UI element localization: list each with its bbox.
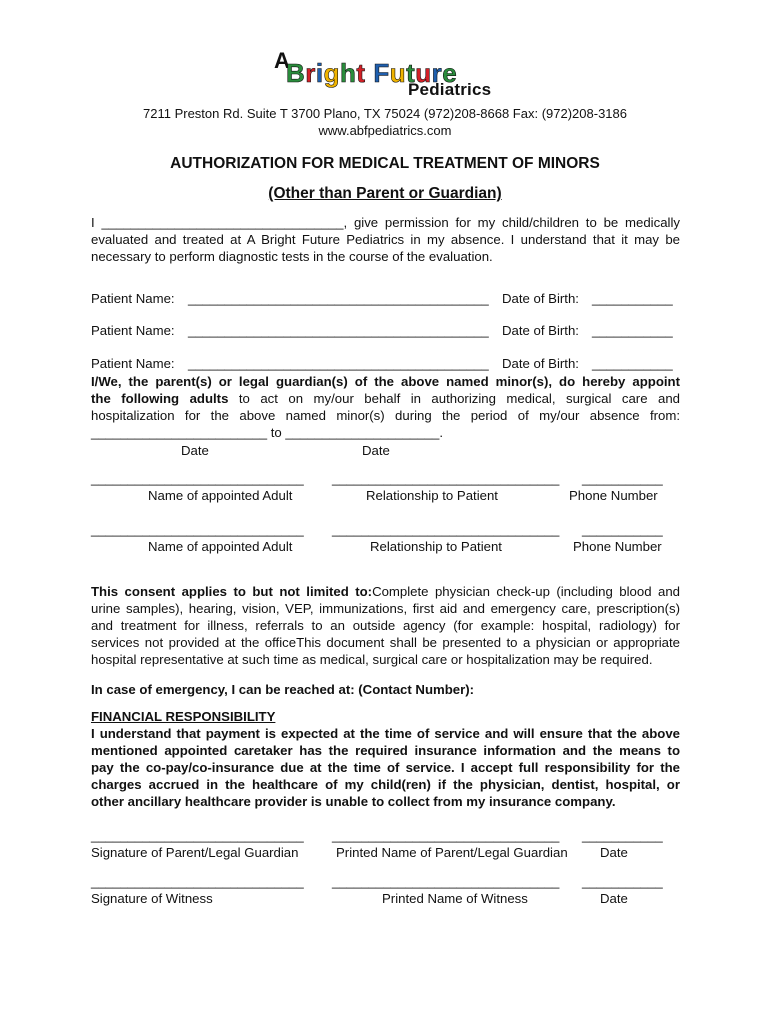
logo-letter: g bbox=[323, 58, 341, 88]
adult-phone-label: Phone Number bbox=[569, 488, 658, 503]
emergency-contact-label: In case of emergency, I can be reached at: (Contact Number): bbox=[91, 682, 475, 697]
financial-heading: FINANCIAL RESPONSIBILITY bbox=[91, 709, 276, 724]
witness-printed-name-label: Printed Name of Witness bbox=[382, 891, 528, 906]
adult-relationship-field[interactable]: _______________________________ bbox=[332, 471, 560, 486]
financial-line: pay the co-pay/co-insurance due at the time of service. I accept full responsibility for the bbox=[91, 760, 680, 775]
logo-letter: h bbox=[340, 58, 357, 88]
dob-label: Date of Birth: bbox=[502, 323, 579, 338]
parent-date-field[interactable]: ___________ bbox=[582, 828, 663, 843]
absence-end-field[interactable]: _____________________. bbox=[285, 425, 444, 440]
logo-letter: r bbox=[305, 58, 316, 88]
financial-line: I understand that payment is expected at the time of service and will ensure that the above bbox=[91, 726, 680, 741]
witness-date-label: Date bbox=[600, 891, 628, 906]
consent-line bbox=[91, 583, 680, 600]
permission-line[interactable]: I _________________________________, give permission for my child/children to be medically bbox=[91, 215, 680, 230]
logo-letter: F bbox=[373, 58, 390, 88]
absence-to-label: to bbox=[267, 425, 286, 440]
form-subtitle: (Other than Parent or Guardian) bbox=[268, 185, 502, 202]
appointment-line-rest: to act on my/our behalf in authorizing medical, surgical care and bbox=[228, 391, 681, 406]
financial-line: charges accrued in the healthcare of my child(ren) if the physician, dentist, hospital, or bbox=[91, 777, 680, 792]
appointment-line bbox=[91, 390, 680, 407]
consent-line-rest: Complete physician check-up (including blood and bbox=[372, 584, 680, 599]
adult-phone-field[interactable]: ___________ bbox=[582, 522, 663, 537]
parent-printed-name-field[interactable]: _______________________________ bbox=[332, 828, 560, 843]
parent-signature-field[interactable]: _____________________________ bbox=[91, 828, 304, 843]
dob-label: Date of Birth: bbox=[502, 356, 579, 371]
financial-paragraph bbox=[91, 725, 680, 810]
parent-date-label: Date bbox=[600, 845, 628, 860]
practice-logo bbox=[272, 50, 502, 100]
dob-label: Date of Birth: bbox=[502, 291, 579, 306]
absence-period-line bbox=[91, 424, 680, 441]
logo-letter: r bbox=[431, 58, 443, 88]
financial-line: other ancillary healthcare provider is unable to collect from my insurance company. bbox=[91, 794, 616, 809]
parent-signature-label: Signature of Parent/Legal Guardian bbox=[91, 845, 299, 860]
patient-name-label: Patient Name: bbox=[91, 291, 175, 306]
adult-name-label: Name of appointed Adult bbox=[148, 488, 293, 503]
patient-name-field[interactable]: _________________________________________ bbox=[188, 291, 489, 306]
witness-printed-name-field[interactable]: _______________________________ bbox=[332, 874, 560, 889]
logo-letter: i bbox=[315, 58, 324, 88]
logo-letter-a: A bbox=[274, 48, 290, 73]
permission-line: necessary to perform diagnostic tests in the course of the evaluation. bbox=[91, 249, 493, 264]
absence-start-field[interactable]: ________________________ bbox=[91, 425, 268, 440]
consent-line: urine samples), hearing, vision, VEP, immunizations, first aid and emergency care, prescription(s) bbox=[91, 601, 680, 616]
logo-letter: t bbox=[356, 58, 366, 88]
logo-letter: e bbox=[442, 58, 458, 88]
appointment-paragraph bbox=[91, 373, 680, 441]
logo-letter: u bbox=[389, 58, 407, 88]
practice-address: 7211 Preston Rd. Suite T 3700 Plano, TX 75024 (972)208-8668 Fax: (972)208-3186 bbox=[143, 106, 627, 121]
form-title: AUTHORIZATION FOR MEDICAL TREATMENT OF MINORS bbox=[170, 155, 600, 172]
appointment-emphasis: the following adults bbox=[91, 391, 229, 406]
patient-name-field[interactable]: _________________________________________ bbox=[188, 323, 489, 338]
dob-field[interactable]: ___________ bbox=[592, 323, 673, 338]
witness-date-field[interactable]: ___________ bbox=[582, 874, 663, 889]
adult-phone-field[interactable]: ___________ bbox=[582, 471, 663, 486]
logo-letter: t bbox=[406, 58, 416, 88]
dob-field[interactable]: ___________ bbox=[592, 291, 673, 306]
consent-line: hospital representative at such time as medical, surgical care or hospitalization may be required. bbox=[91, 652, 653, 667]
practice-website: www.abfpediatrics.com bbox=[318, 123, 452, 138]
absence-end-date-label: Date bbox=[362, 443, 390, 458]
financial-line: mentioned appointed caretaker has the required insurance information and the means to bbox=[91, 743, 680, 758]
adult-phone-label: Phone Number bbox=[573, 539, 662, 554]
witness-signature-label: Signature of Witness bbox=[91, 891, 213, 906]
patient-name-label: Patient Name: bbox=[91, 323, 175, 338]
patient-name-label: Patient Name: bbox=[91, 356, 175, 371]
consent-lead: This consent applies to but not limited to: bbox=[91, 584, 373, 599]
logo-pediatrics: Pediatrics bbox=[408, 80, 492, 99]
adult-relationship-label: Relationship to Patient bbox=[366, 488, 498, 503]
permission-line: evaluated and treated at A Bright Future Pediatrics in my absence. I understand that it may be bbox=[91, 232, 680, 247]
adult-name-label: Name of appointed Adult bbox=[148, 539, 293, 554]
consent-line: services not provided at the officeThis document shall be presented to a physician or appropriate bbox=[91, 635, 680, 650]
adult-relationship-label: Relationship to Patient bbox=[370, 539, 502, 554]
appointment-line: I/We, the parent(s) or legal guardian(s) of the above named minor(s), do hereby appoint bbox=[91, 374, 680, 389]
logo-letter: u bbox=[415, 58, 432, 88]
patient-name-field[interactable]: _________________________________________ bbox=[188, 356, 489, 371]
adult-name-field[interactable]: _____________________________ bbox=[91, 471, 304, 486]
consent-paragraph bbox=[91, 583, 680, 668]
parent-printed-name-label: Printed Name of Parent/Legal Guardian bbox=[336, 845, 568, 860]
logo-letter: B bbox=[286, 58, 306, 88]
adult-relationship-field[interactable]: _______________________________ bbox=[332, 522, 560, 537]
witness-signature-field[interactable]: _____________________________ bbox=[91, 874, 304, 889]
permission-paragraph bbox=[91, 214, 680, 265]
adult-name-field[interactable]: _____________________________ bbox=[91, 522, 304, 537]
consent-line: and treatment for illness, referrals to an outside agency (for example: hospital, radiology) for bbox=[91, 618, 680, 633]
dob-field[interactable]: ___________ bbox=[592, 356, 673, 371]
appointment-line: hospitalization for the above named minor(s) during the period of my/our absence from: bbox=[91, 408, 680, 423]
absence-start-date-label: Date bbox=[181, 443, 209, 458]
